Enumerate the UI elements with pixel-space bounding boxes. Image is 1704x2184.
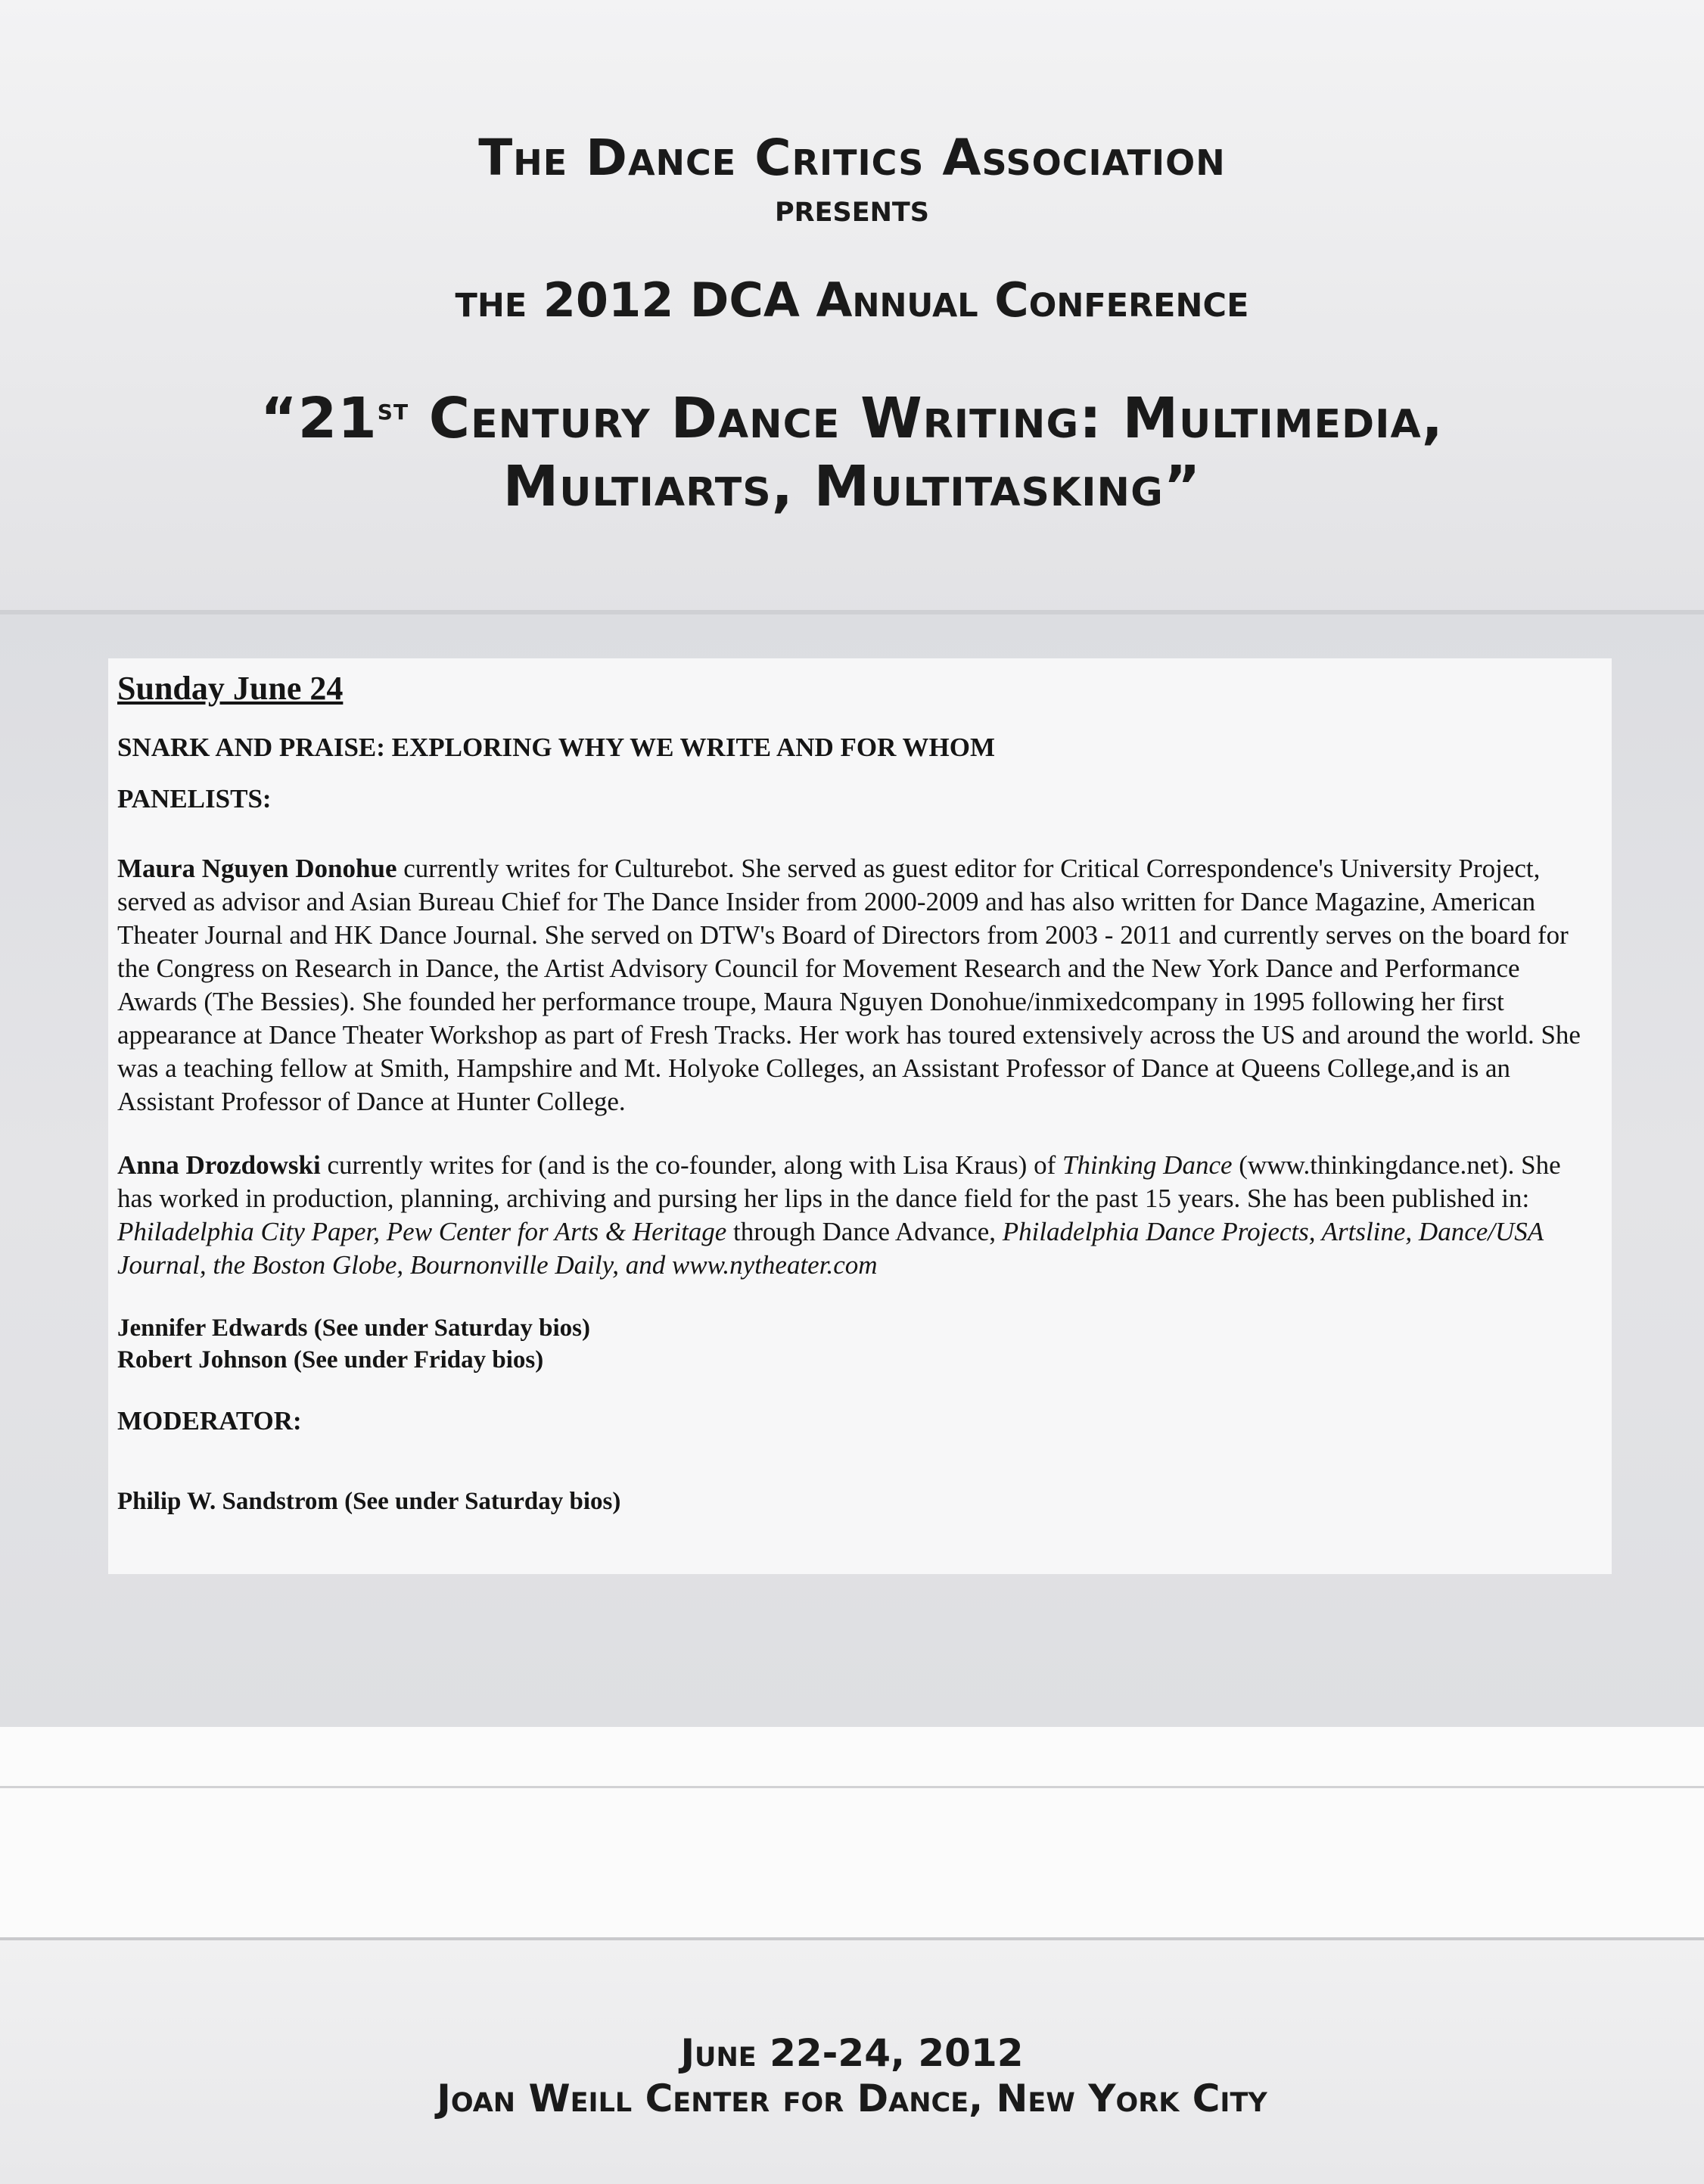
- panelist-bio-2: [117, 1149, 1603, 1282]
- panelist-entry: Robert Johnson (See under Friday bios): [117, 1346, 544, 1374]
- publication-list: Philadelphia Dance Projects, Artsline, Dance/USA Journal, the Boston Globe, Bournonville Daily, and www.nytheater.com: [117, 1217, 1544, 1280]
- publication-list: Philadelphia City Paper, Pew Center for Arts & Heritage: [117, 1217, 727, 1246]
- panelist-name: Maura Nguyen Donohue: [117, 854, 397, 883]
- publication-name: Thinking Dance: [1062, 1150, 1233, 1180]
- title-superscript: st: [377, 392, 409, 427]
- session-title: SNARK AND PRAISE: EXPLORING WHY WE WRITE AND FOR WHOM: [117, 733, 996, 762]
- moderator-label: MODERATOR:: [117, 1406, 302, 1436]
- organization-heading: The Dance Critics Association: [478, 129, 1226, 187]
- fold-line: [0, 1786, 1704, 1788]
- other-panelists: [117, 1312, 1603, 1376]
- day-heading: Sunday June 24: [117, 670, 344, 707]
- schedule-panel: [108, 658, 1612, 1574]
- panelist-name: Anna Drozdowski: [117, 1150, 321, 1180]
- conference-title-line1: [0, 386, 1704, 451]
- panelist-bio-text: currently writes for (and is the co-founder, along with Lisa Kraus) of: [320, 1150, 1062, 1180]
- title-rest: Century Dance Writing: Multimedia,: [409, 386, 1444, 451]
- panelist-bio-1: [117, 852, 1603, 1118]
- conference-heading: the 2012 DCA Annual Conference: [455, 272, 1249, 328]
- panelists-label: PANELISTS:: [117, 784, 272, 814]
- conference-title-line2: Multiarts, Multitasking”: [502, 454, 1202, 519]
- conference-dates: June 22-24, 2012: [680, 2031, 1024, 2075]
- presents-heading: presents: [774, 186, 929, 230]
- panelist-bio-text: (www.thinkingdance.net). She has worked in production, planning, archiving and pursing her lips in the dance field for the past 15 years. She has been published in:: [117, 1150, 1561, 1213]
- panelist-entry: Jennifer Edwards (See under Saturday bios): [117, 1314, 590, 1342]
- panelist-bio-text: currently writes for Culturebot. She served as guest editor for Critical Correspondence's University Project, served as advisor and Asian Bureau Chief for The Dance Insider from 2000-2009 and has also written for Dance Magazine, American Theater Journal and HK Dance Journal. She served on DTW's Board of Directors from 2003 - 2011 and currently serves on the board for the Congress on Research in Dance, the Artist Advisory Council for Movement Research and the New York Dance and Performance Awards (The Bessies). She founded her performance troupe, Maura Nguyen Donohue/inmixedcompany in 1995 following her first appearance at Dance Theater Workshop as part of Fresh Tracks. Her work has toured extensively across the US and around the world. She was a teaching fellow at Smith, Hampshire and Mt. Holyoke Colleges, an Assistant Professor of Dance at Queens College,and is an Assistant Professor of Dance at Hunter College.: [117, 854, 1581, 1116]
- page-background-blank: [0, 1727, 1704, 1939]
- panelist-bio-text: through Dance Advance,: [726, 1217, 1003, 1246]
- title-open: “21: [260, 386, 378, 451]
- moderator-entry: Philip W. Sandstrom (See under Saturday bios): [117, 1488, 621, 1515]
- conference-venue: Joan Weill Center for Dance, New York City: [437, 2077, 1267, 2120]
